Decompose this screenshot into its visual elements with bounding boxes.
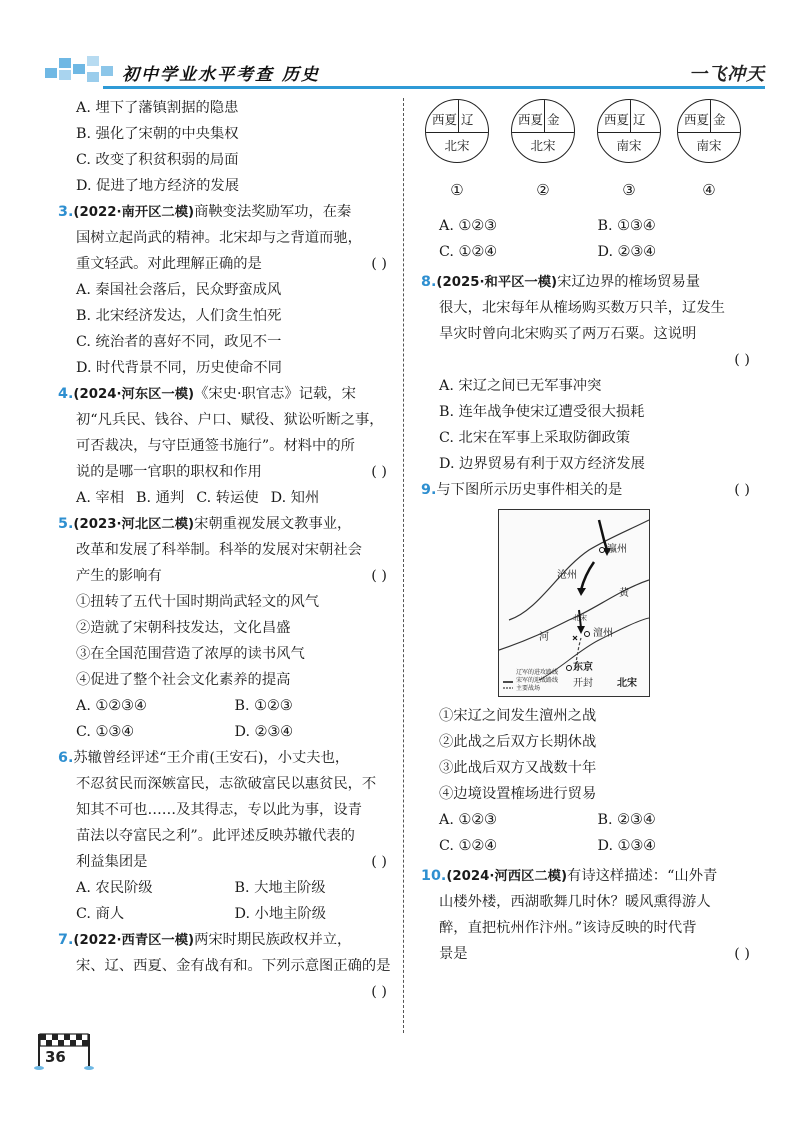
option-b: B. 通判 [136, 490, 185, 506]
question-text: 与下图所示历史事件相关的是 [436, 482, 623, 498]
option-b: B. ①③④ [597, 218, 656, 234]
left-column [58, 95, 393, 1005]
question-source: (2022·西青区一模) [73, 933, 195, 948]
option-c: C. ①②④ [439, 244, 497, 260]
header-decor-square [87, 72, 99, 82]
brand-logo: 一飞冲天 [689, 64, 765, 85]
question-5 [58, 511, 393, 745]
option-a: A. ①②③ [439, 812, 497, 828]
diagram-number: ① [450, 181, 464, 199]
page-number: 36 [45, 1048, 66, 1066]
question-text: 两宋时期民族政权并立， [194, 932, 352, 948]
question-4 [58, 381, 393, 511]
map-label: 河 [539, 632, 549, 643]
question-number: 7. [58, 932, 74, 948]
map-legend [516, 669, 576, 693]
right-column [421, 95, 756, 967]
answer-blank[interactable]: ( ) [371, 568, 387, 584]
question-source: (2024·河西区二模) [446, 869, 568, 884]
option-d: D. 边界贸易有利于双方经济发展 [439, 456, 645, 472]
question-text: 国树立起尚武的精神。北宋却与之背道而驰， [76, 230, 362, 246]
question-text: 利益集团是 [76, 854, 148, 870]
option-c: C. 商人 [76, 906, 125, 922]
question-text: 商鞅变法奖励军功，在秦 [194, 204, 352, 220]
option-b: B. ①②③ [234, 698, 293, 714]
question-text: 山楼外楼，西湖歌舞几时休？暖风熏得游人 [439, 894, 711, 910]
question-7 [58, 927, 393, 1005]
option-d: D. ②③④ [597, 244, 656, 260]
question-6 [58, 745, 393, 927]
options-row [421, 833, 756, 859]
question-source: (2022·南开区二模) [73, 205, 195, 220]
question-10 [421, 863, 756, 967]
option-a: A. 秦国社会落后，民众野蛮成风 [76, 282, 282, 298]
option-line: C. 改变了积贫积弱的局面 [76, 152, 239, 168]
statement-item: ②此战之后双方长期休战 [439, 734, 597, 750]
q7-diagrams [421, 95, 756, 213]
page-header [45, 46, 765, 90]
question-number: 9. [421, 482, 437, 498]
question-text: 《宋史·职官志》记载，宋 [194, 386, 356, 402]
question-number: 10. [421, 868, 447, 884]
header-rule [103, 86, 765, 89]
option-line: A. 埋下了藩镇割据的隐患 [76, 100, 239, 116]
answer-blank[interactable]: ( ) [734, 482, 750, 498]
diagram-number: ③ [622, 181, 636, 199]
map-label: 瀛州 [607, 544, 627, 555]
question-text: 景是 [439, 946, 468, 962]
question-text: 旱灾时曾向北宋购买了两万石粟。这说明 [439, 326, 697, 342]
statement-item: ③在全国范围营造了浓厚的读书风气 [76, 646, 305, 662]
header-decor-square [45, 68, 57, 78]
option-d: D. ①③④ [597, 838, 656, 854]
question-text: 说的是哪一官职的职权和作用 [76, 464, 262, 480]
regime-diagram-2: 西夏 金 北宋 [511, 99, 575, 163]
option-d: D. 时代背景不同，历史使命不同 [76, 360, 282, 376]
option-a: A. 农民阶级 [76, 880, 153, 896]
options-row [58, 875, 393, 901]
question-text: 知其不可也……及其得志，专以此为事，设青 [76, 802, 362, 818]
options-row [58, 693, 393, 719]
historical-map [498, 509, 650, 697]
question-source: (2023·河北区二模) [73, 517, 195, 532]
option-line: D. 促进了地方经济的发展 [76, 178, 240, 194]
map-label: 黄 [619, 588, 629, 599]
option-c: C. 统治者的喜好不同，政见不一 [76, 334, 282, 350]
option-b: B. 大地主阶级 [234, 880, 326, 896]
regime-diagram-3: 西夏 辽 南宋 [597, 99, 661, 163]
options-row [421, 807, 756, 833]
option-a: A. ①②③④ [76, 698, 147, 714]
map-label: 东京 [573, 662, 593, 673]
header-title: 初中学业水平考查 历史 [122, 65, 320, 85]
question-text: 苗法以夺富民之利”。此评述反映苏辙代表的 [76, 828, 355, 844]
question-text: 可否裁决，与守臣通签书施行”。材料中的所 [76, 438, 355, 454]
question-text: 很大，北宋每年从榷场购买数万只羊，辽发生 [439, 300, 725, 316]
statement-item: ②造就了宋朝科技发达，文化昌盛 [76, 620, 291, 636]
legend-item: 辽军的进攻路线 [516, 669, 559, 676]
option-c: C. 转运使 [196, 490, 259, 506]
map-label: 开封 [573, 678, 593, 689]
options-row [421, 213, 756, 239]
question-8 [421, 269, 756, 477]
options-row [58, 485, 393, 511]
options-row [58, 719, 393, 745]
diagram-number: ② [536, 181, 550, 199]
header-decor-square [73, 64, 85, 74]
statement-item: ①宋辽之间发生澶州之战 [439, 708, 597, 724]
option-c: C. ①②④ [439, 838, 497, 854]
question-text: 改革和发展了科举制。科举的发展对宋朝社会 [76, 542, 362, 558]
answer-blank[interactable]: ( ) [734, 352, 750, 368]
option-a: A. 宋辽之间已无军事冲突 [439, 378, 602, 394]
diagram-number: ④ [702, 181, 716, 199]
answer-blank[interactable]: ( ) [371, 256, 387, 272]
question-number: 4. [58, 386, 74, 402]
header-decor-square [87, 56, 99, 66]
option-a: A. ①②③ [439, 218, 497, 234]
option-b: B. ②③④ [597, 812, 656, 828]
question-source: (2024·河东区一模) [73, 387, 195, 402]
option-b: B. 北宋经济发达，人们贪生怕死 [76, 308, 282, 324]
option-c: C. ①③④ [76, 724, 134, 740]
map-label: 北宋 [617, 678, 637, 689]
question-text: 宋辽边界的榷场贸易量 [557, 274, 701, 290]
header-decor-square [101, 66, 113, 76]
statement-item: ④促进了整个社会文化素养的提高 [76, 672, 291, 688]
question-text: 产生的影响有 [76, 568, 162, 584]
question-number: 8. [421, 274, 437, 290]
question-number: 5. [58, 516, 74, 532]
header-decor-square [59, 58, 71, 68]
question-text: 有诗这样描述：“山外青 [567, 868, 718, 884]
answer-blank[interactable]: ( ) [734, 946, 750, 962]
legend-item: 宋军的迎战路线 [516, 677, 559, 684]
question-source: (2025·和平区一模) [436, 275, 558, 290]
options-row [421, 239, 756, 265]
question-text: 醉，直把杭州作汴州。”该诗反映的时代背 [439, 920, 697, 936]
question-3 [58, 199, 393, 381]
map-label: 沧州 [557, 570, 577, 581]
option-d: D. 知州 [270, 490, 320, 506]
option-d: D. ②③④ [234, 724, 293, 740]
regime-diagram-1: 西夏 辽 北宋 [425, 99, 489, 163]
regime-diagram-4: 西夏 金 南宋 [677, 99, 741, 163]
question-9 [421, 477, 756, 859]
option-a: A. 宰相 [76, 490, 125, 506]
options-row [58, 901, 393, 927]
map-label: 北宋 [573, 614, 587, 622]
column-divider [403, 98, 404, 1033]
answer-blank[interactable]: ( ) [371, 464, 387, 480]
statement-item: ③此战后双方又战数十年 [439, 760, 597, 776]
option-d: D. 小地主阶级 [234, 906, 327, 922]
option-line: B. 强化了宋朝的中央集权 [76, 126, 239, 142]
statement-item: ①扭转了五代十国时期尚武轻文的风气 [76, 594, 320, 610]
question-text: 不忍贫民而深嫉富民，志欲破富民以惠贫民，不 [76, 776, 377, 792]
question-text: 苏辙曾经评述“王介甫(王安石)，小丈夫也， [73, 750, 350, 766]
answer-blank[interactable]: ( ) [371, 854, 387, 870]
question-text: 宋朝重视发展文教事业， [194, 516, 352, 532]
map-label: 澶州 [593, 628, 613, 639]
header-decor-square [59, 70, 71, 80]
question-text: 初“凡兵民、钱谷、户口、赋役、狱讼听断之事， [76, 412, 384, 428]
question-text: 重文轻武。对此理解正确的是 [76, 256, 262, 272]
answer-blank[interactable]: ( ) [371, 984, 387, 1000]
question-text: 宋、辽、西夏、金有战有和。下列示意图正确的是 [76, 958, 391, 974]
option-b: B. 连年战争使宋辽遭受很大损耗 [439, 404, 645, 420]
question-number: 6. [58, 750, 74, 766]
question-number: 3. [58, 204, 74, 220]
statement-item: ④边境设置榷场进行贸易 [439, 786, 597, 802]
option-c: C. 北宋在军事上采取防御政策 [439, 430, 631, 446]
legend-item: 主要战场 [516, 685, 541, 692]
